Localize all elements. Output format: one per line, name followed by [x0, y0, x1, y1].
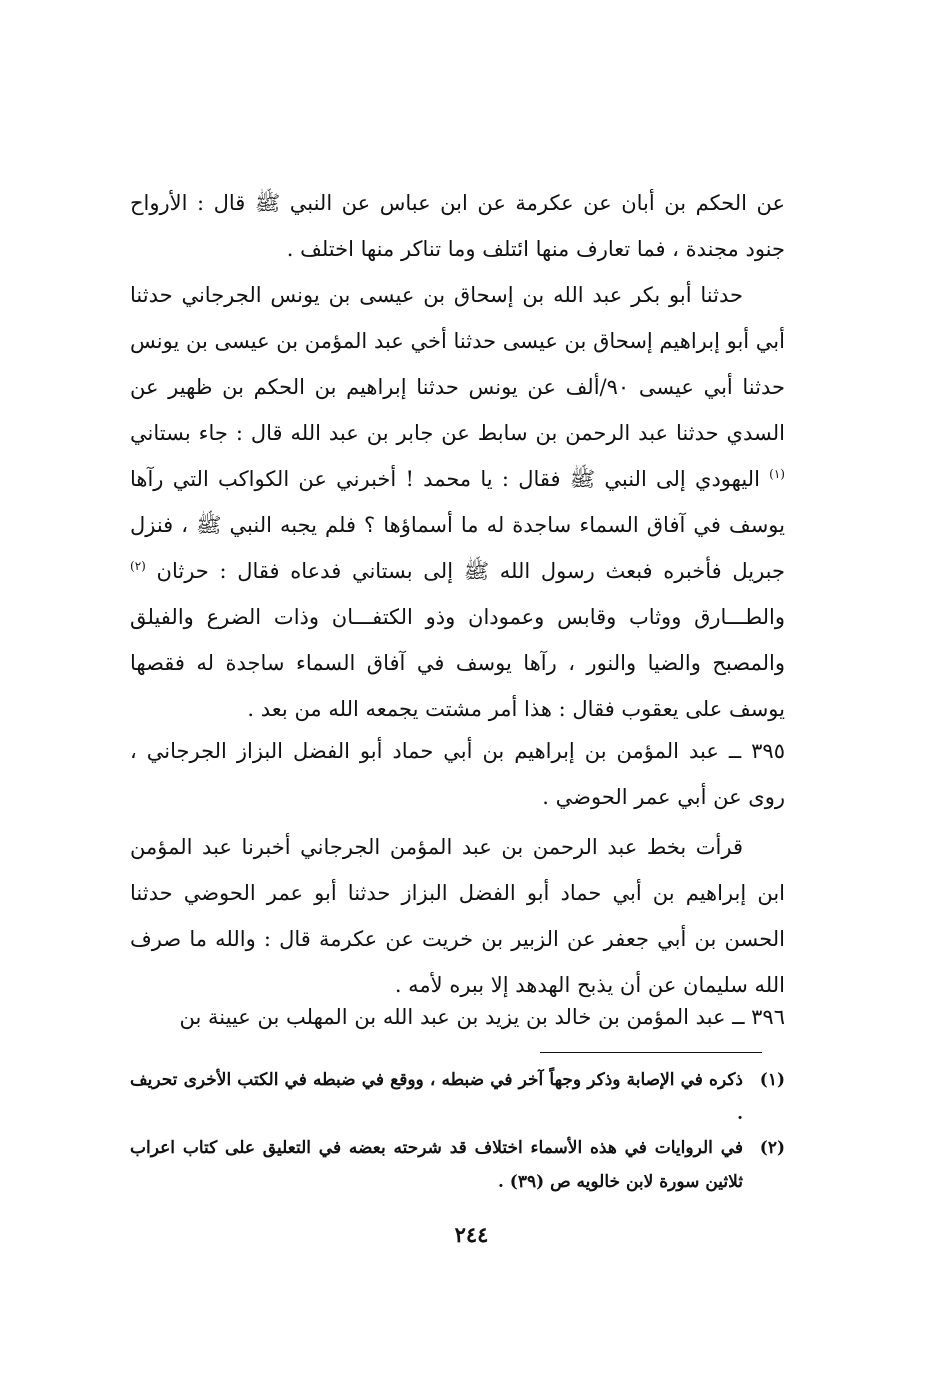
p4-line-4: الله سليمان عن أن يذبح الهدهد إلا ببره لأمه .: [394, 973, 785, 997]
p2-line-8-start: حرثان: [156, 559, 209, 583]
paragraph-4: [130, 824, 785, 1008]
p2-line-7: فنزل جبريل فأخبره فبعث رسول الله ﷺ إلى بستاني فدعاه فقال :: [130, 513, 785, 583]
p4-line-2: ابن إبراهيم بن أبي حماد أبو الفضل البزاز حدثنا أبو عمر الحوضي حدثنا: [130, 881, 785, 905]
p3-line-1: ٣٩٥ ــ عبد المؤمن بن إبراهيم بن أبي حماد أبو الفضل البزاز الجرجاني ،: [130, 739, 785, 763]
footnotes: [130, 1063, 785, 1199]
page-number: ٢٤٤: [454, 1222, 489, 1247]
fn1-line-1: ذكره في الإصابة وذكر وجهاً آخر في ضبطه ، ووقع في ضبطه في الكتب الأخرى: [183, 1070, 744, 1090]
footnote-2-number: (٢): [759, 1138, 785, 1158]
p3-line-2: روى عن أبي عمر الحوضي .: [542, 785, 785, 809]
entry-395-text: [130, 728, 785, 820]
p2-line-10: ساجدة له فقصها يوسف على يعقوب فقال : هذا أمر مشتت يجمعه الله: [130, 651, 785, 721]
p2-line-6: رآها يوسف في آفاق السماء ساجدة له ما أسماؤها ؟ فلم يجبه النبي ﷺ ،: [130, 467, 785, 537]
p2-line-5: اليهودي إلى النبي ﷺ فقال : يا محمد ! أخبرني عن الكواكب التي: [172, 467, 760, 491]
footnote-1: [130, 1063, 785, 1131]
fn1-line-2: تحريف .: [130, 1070, 743, 1124]
p2-line-4: السدي حدثنا عبد الرحمن بن سابط عن جابر بن عبد الله قال : جاء بستاني: [130, 421, 785, 445]
paragraph-2-text: [130, 272, 785, 732]
p2-line-11: من بعد .: [247, 697, 322, 721]
fn2-line-1: في الروايات في هذه الأسماء اختلاف قد شرحته بعضه في التعليق على كتاب: [182, 1138, 744, 1158]
p4-line-1: قرأت بخط عبد الرحمن بن عبد المؤمن الجرجاني أخبرنا عبد المؤمن: [130, 835, 743, 859]
paragraph-1: [130, 180, 785, 272]
entry-395: [130, 728, 785, 820]
p2-line-2: حدثنا أبي أبو إبراهيم إسحاق بن عيسى حدثنا أخي عبد المؤمن بن عيسى بن: [130, 283, 785, 353]
entry-396: [130, 994, 785, 1040]
footnote-2: [130, 1131, 785, 1199]
footnote-separator: [540, 1052, 762, 1053]
p1-line-2: جنود مجندة ، فما تعارف منها ائتلف وما تناكر منها اختلف .: [286, 237, 785, 261]
p1-line-1: عن الحكم بن أبان عن عكرمة عن ابن عباس عن النبي ﷺ قال : الأرواح: [130, 191, 785, 215]
footnote-ref-2: (٢): [130, 559, 146, 573]
fn2-line-2: اعراب ثلاثين سورة لابن خالويه ص (٣٩) .: [130, 1138, 743, 1192]
paragraph-2: [130, 272, 785, 732]
footnote-2-text: [130, 1131, 743, 1199]
p2-line-1: حدثنا أبو بكر عبد الله بن إسحاق بن عيسى بن يونس الجرجاني: [181, 283, 743, 307]
p2-line-9: الضرع والفيلق والمصبح والضيا والنور ، رآها يوسف في آفاق السماء: [130, 605, 785, 675]
footnote-1-text: [130, 1063, 743, 1131]
p2-line-8-rest: والطـــارق ووثاب وقابس وعمودان وذو الكتفـــان وذات: [273, 605, 785, 629]
p4-line-3: الحسن بن أبي جعفر عن الزبير بن خريت عن عكرمة قال : والله ما صرف: [130, 927, 785, 951]
p5-line-1: ٣٩٦ ــ عبد المؤمن بن خالد بن يزيد بن عبد الله بن المهلب بن عيينة بن: [179, 1005, 785, 1029]
paragraph-1-text: [130, 180, 785, 272]
footnote-ref-1: (١): [769, 467, 785, 481]
p2-line-3: يونس حدثنا أبي عيسى ٩٠/ألف عن يونس حدثنا إبراهيم بن الحكم بن ظهير عن: [130, 329, 785, 399]
footnote-1-number: (١): [759, 1070, 785, 1090]
entry-396-text: [130, 994, 785, 1040]
paragraph-4-text: [130, 824, 785, 1008]
